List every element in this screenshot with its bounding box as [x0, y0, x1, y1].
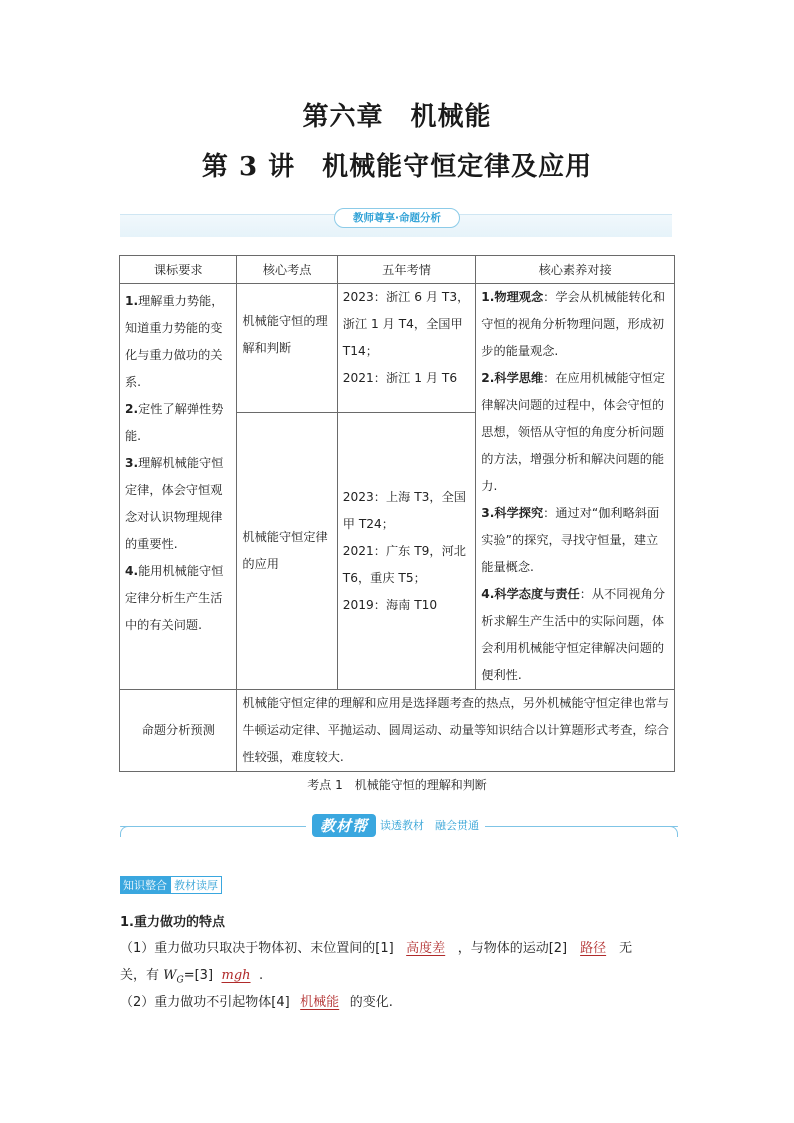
requirement-item: 3.理解机械能守恒定律，体会守恒观念对认识物理规律的重要性. [125, 456, 224, 551]
exam-history-cell: 2023：上海 T3，全国甲 T24； 2021：广东 T9，河北 T6，重庆 T5； 2019：海南 T10 [337, 413, 475, 690]
exam-history-cell: 2023：浙江 6 月 T3，浙江 1 月 T4，全国甲 T14； 2021：浙江 1 月 T6 [337, 284, 475, 413]
prediction-label-cell: 命题分析预测 [120, 690, 237, 772]
textbook-banner [120, 816, 678, 835]
table-row [120, 284, 675, 413]
answer-blank: mgh [221, 968, 251, 983]
header-cell: 核心考点 [237, 256, 337, 284]
core-topic-cell: 机械能守恒定律的应用 [237, 413, 337, 690]
answer-blank: 高度差 [406, 941, 446, 956]
chapter-title: 第六章 机械能 [302, 102, 492, 132]
core-literacy-cell [476, 284, 675, 690]
analysis-table [119, 255, 675, 772]
requirement-item: 2.定性了解弹性势能. [125, 402, 224, 443]
table-row [120, 690, 675, 772]
literacy-item: 1.物理观念：学会从机械能转化和守恒的视角分析物理问题，形成初步的能量观念. [481, 290, 666, 358]
content-heading: 1.重力做功的特点 [120, 915, 225, 930]
requirement-item: 1.理解重力势能，知道重力势能的变化与重力做功的关系. [125, 294, 224, 389]
banner-cap-right [667, 826, 678, 837]
answer-blank: 路径 [580, 941, 607, 956]
banner-tag [306, 812, 485, 838]
header-cell: 五年考情 [337, 256, 475, 284]
banner-label: 教师尊享·命题分析 [334, 208, 460, 228]
prediction-text-cell: 机械能守恒定律的理解和应用是选择题考查的热点，另外机械能守恒定律也常与牛顿运动定律、平抛运动、圆周运动、动量等知识结合以计算题形式考查，综合性较强，难度较大. [237, 690, 675, 772]
literacy-item: 2.科学思维：在应用机械能守恒定律解决问题的过程中，体会守恒的思想，领悟从守恒的角度分析问题的方法，增强分析和解决问题的能力. [481, 371, 666, 493]
teacher-analysis-banner [120, 214, 672, 237]
table-header-row [120, 256, 675, 284]
banner-cap-left [120, 826, 131, 837]
knowledge-tag [120, 876, 222, 894]
curriculum-requirements-cell [120, 284, 237, 690]
core-topic-cell: 机械能守恒的理解和判断 [237, 284, 337, 413]
header-cell: 课标要求 [120, 256, 237, 284]
requirement-item: 4.能用机械能守恒定律分析生产生活中的有关问题. [125, 564, 224, 632]
textbook-tag: 教材帮 [312, 814, 376, 837]
knowledge-tag-left: 知识整合 [120, 876, 170, 894]
content-line: （2）重力做功不引起物体[4] 机械能 的变化. [120, 991, 393, 1010]
knowledge-tag-right: 教材读厚 [170, 876, 222, 894]
lesson-title: 第 3 讲 机械能守恒定律及应用 [201, 152, 593, 182]
section-subtitle: 考点 1 机械能守恒的理解和判断 [307, 778, 487, 792]
content-line: 关，有 $W_G=[3]$ mgh . [120, 968, 264, 986]
answer-blank: 机械能 [300, 995, 340, 1010]
literacy-item: 3.科学探究：通过对“伽利略斜面实验”的探究，寻找守恒量，建立能量概念. [481, 506, 660, 574]
content-line: （1）重力做功只取决于物体初、末位置间的[1] 高度差 ，与物体的运动[2] 路径 无 [120, 937, 632, 956]
work-symbol: W [163, 968, 177, 983]
header-cell: 核心素养对接 [476, 256, 675, 284]
textbook-tag-subtitle: 读透教材 融会贯通 [380, 819, 480, 832]
literacy-item: 4.科学态度与责任：从不同视角分析求解生产生活中的实际问题，体会利用机械能守恒定律解决问题的便利性. [481, 587, 666, 682]
